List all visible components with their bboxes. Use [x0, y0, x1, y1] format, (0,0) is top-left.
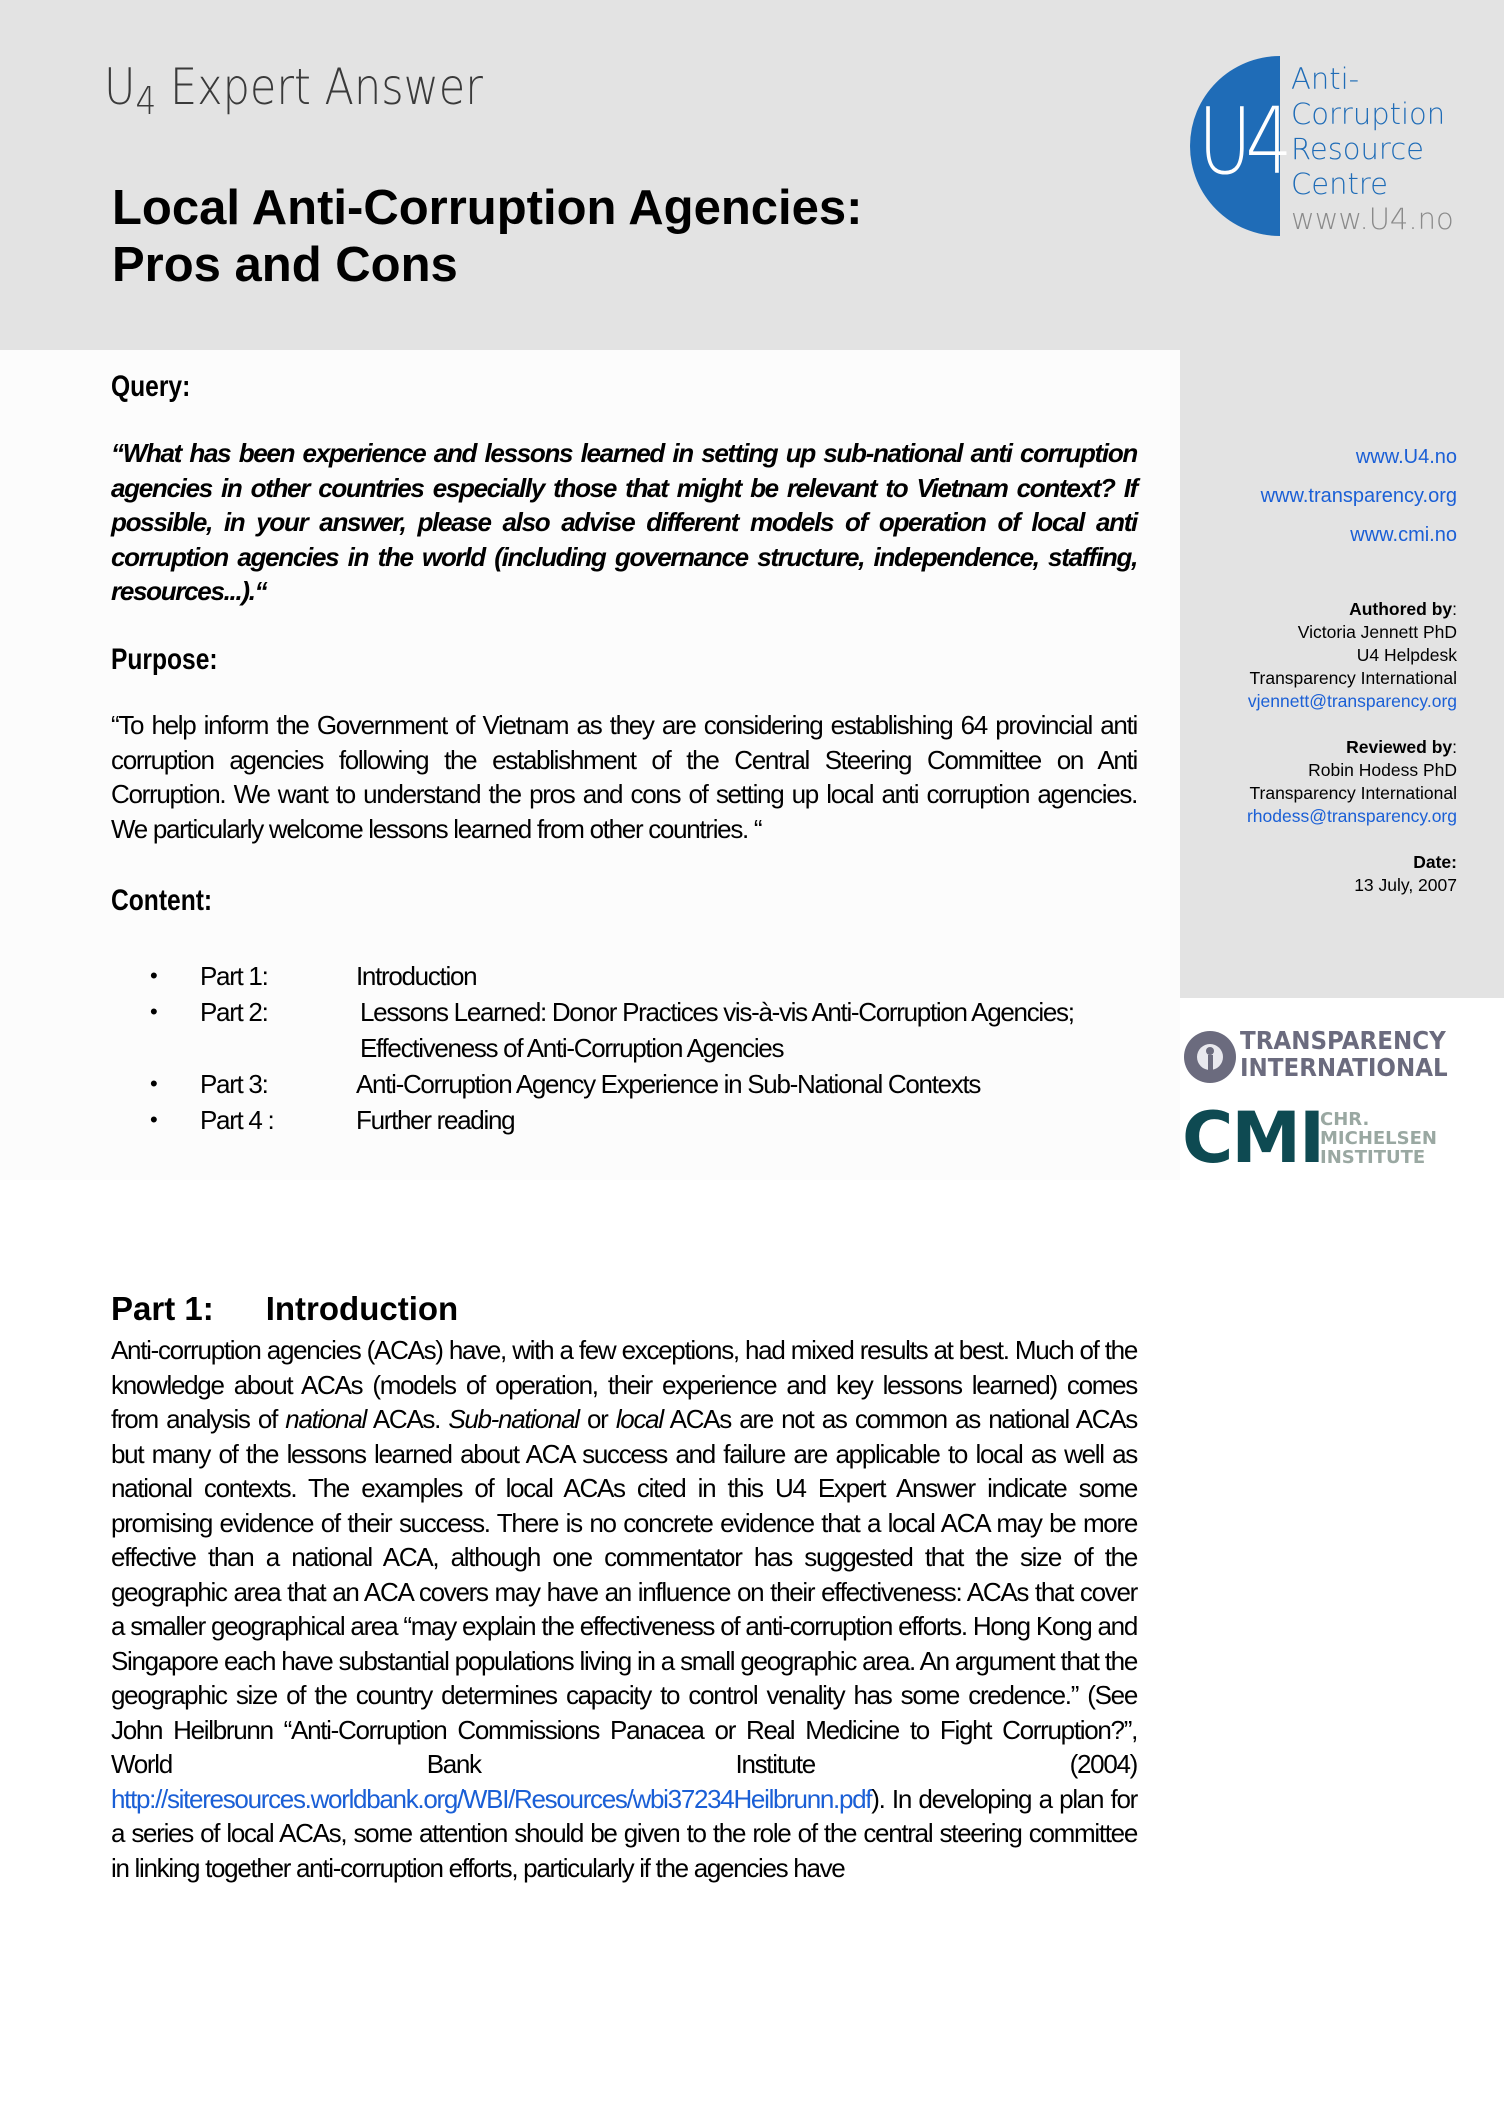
- authored-colon: :: [1452, 599, 1457, 619]
- ti-line-1: TRANSPARENCY: [1240, 1026, 1446, 1055]
- contents-item[interactable]: [150, 958, 1180, 994]
- contents-title: Introduction: [356, 961, 477, 991]
- cmi-logo-text: [1320, 1110, 1437, 1167]
- date-label: Date:: [1413, 852, 1457, 872]
- part1-em-national: national: [285, 1404, 366, 1434]
- ti-globe-icon: [1184, 1031, 1236, 1083]
- part1-text-c: or: [578, 1404, 616, 1434]
- cmi-mark: CMI: [1182, 1097, 1324, 1179]
- date-block: [1247, 851, 1457, 897]
- part1-text-d: ACAs are not as common as national ACAs but many of the lessons learned about ACA success and failure are applicable to local as well as national contexts. The examples of local ACAs cited in this U4 Expert Answer indicate some promising evidence of their success. There is no concrete evidence that a local ACA may be more effective than a national ACA, although one commentator has suggested that the size of the geographic area that an ACA covers may have an influence on their effectiveness: ACAs that cover a smaller geographical area “may explain the effectiveness of anti-corruption efforts. Hong Kong and Singapore each have substantial populations living in a small geographic area. An argument that the geographic size of the country determines capacity to control venality has some credence.” (See John Heilbrunn “Anti-Corruption Commissions Panacea or Real Medicine to Fight Corruption?”, World Bank Institute (2004): [111, 1404, 1137, 1779]
- bullet-icon: •: [150, 1071, 157, 1096]
- u4-logo-mark: U4: [1198, 88, 1286, 195]
- contents-item[interactable]: [150, 994, 1180, 1066]
- contents-item[interactable]: [150, 1066, 1180, 1102]
- part1-text-b: ACAs.: [365, 1404, 449, 1434]
- purpose-heading: Purpose:: [111, 643, 218, 676]
- query-text-content: “What has been experience and lessons learned in setting up sub-national anti corruption agencies in other countries especially those that might be relevant to Vietnam context? If possible, in your answer, please also advise different models of operation of local anti corruption agencies in the world (including governance structure, independence, staffing, resources...).“: [111, 438, 1137, 606]
- part1-em-local: local: [615, 1404, 663, 1434]
- series-label-4: 4: [135, 79, 157, 123]
- u4-logo: [1190, 56, 1490, 246]
- part1-heading-title: Introduction: [265, 1290, 459, 1327]
- contents-title: Anti-Corruption Agency Experience in Sub-National Contexts: [356, 1069, 981, 1099]
- contents-title-line-2: Effectiveness of Anti-Corruption Agencies: [360, 1033, 784, 1063]
- contents-part: Part 3:: [200, 1069, 268, 1099]
- contents-list: [150, 958, 1180, 1138]
- link-cmi[interactable]: www.cmi.no: [1350, 524, 1457, 546]
- part1-text-e: ). In developing a plan for a series of local ACAs, some attention should be given to the role of the central steering committee in linking together anti-corruption efforts, particularly if the agencies have: [111, 1783, 1137, 1883]
- series-label: [104, 58, 483, 123]
- transparency-international-logo: [1182, 1027, 1472, 1087]
- author-org: Transparency International: [1249, 668, 1457, 688]
- reviewed-label: Reviewed by: [1346, 737, 1453, 757]
- ti-logo-text: [1240, 1027, 1448, 1081]
- cmi-logo: [1182, 1097, 1482, 1179]
- purpose-text-content: “To help inform the Government of Vietnam as they are considering establishing 64 provincial anti corruption agencies following the establishment of the Central Steering Committee on Anti Corruption. We want to understand the pros and cons of setting up local anti corruption agencies. We particularly welcome lessons learned from other countries. “: [111, 710, 1137, 844]
- authored-block: [1247, 598, 1457, 713]
- part1-em-subnational: Sub-national: [448, 1404, 579, 1434]
- bullet-icon: •: [150, 963, 157, 988]
- bullet-icon: •: [150, 1107, 157, 1132]
- cmi-line-3: INSTITUTE: [1320, 1147, 1426, 1168]
- link-u4[interactable]: www.U4.no: [1355, 446, 1457, 468]
- content-heading: Content:: [111, 884, 213, 917]
- u4-logo-line-3: Resource: [1291, 132, 1424, 166]
- cmi-line-1: CHR.: [1320, 1109, 1370, 1130]
- contents-part: Part 2:: [200, 997, 268, 1027]
- u4-logo-line-4: Centre: [1291, 167, 1388, 201]
- contents-part: Part 1:: [200, 961, 268, 991]
- reviewer-org: Transparency International: [1249, 783, 1457, 803]
- sidebar: [1180, 350, 1504, 998]
- authored-label: Authored by: [1349, 599, 1453, 619]
- contents-item[interactable]: [150, 1102, 1180, 1138]
- part1-heading: [111, 1290, 458, 1328]
- ti-line-2: INTERNATIONAL: [1240, 1053, 1448, 1082]
- author-name: Victoria Jennett PhD: [1297, 622, 1457, 642]
- series-label-text: Expert Answer: [156, 58, 483, 116]
- author-email-link[interactable]: vjennett@transparency.org: [1247, 691, 1457, 711]
- part1-body: [111, 1333, 1137, 1885]
- series-label-u: U: [104, 58, 136, 116]
- author-unit: U4 Helpdesk: [1356, 645, 1457, 665]
- page-title: [112, 180, 862, 294]
- link-transparency[interactable]: www.transparency.org: [1260, 485, 1457, 507]
- page-title-line-1: Local Anti-Corruption Agencies:: [112, 181, 863, 235]
- contents-title: Further reading: [356, 1105, 515, 1135]
- u4-logo-url: www.U4.no: [1291, 202, 1454, 236]
- u4-logo-text: [1291, 62, 1454, 237]
- part1-text-a: Anti-corruption agencies (ACAs) have, with a few exceptions, had mixed results at best. Much of the knowledge about ACAs (models of operation, their experience and key lessons learned) comes from analysis of: [111, 1335, 1137, 1434]
- date-value: 13 July, 2007: [1354, 875, 1457, 895]
- part1-paragraph: [111, 1333, 1137, 1885]
- cmi-line-2: MICHELSEN: [1320, 1128, 1437, 1149]
- query-text: [111, 436, 1137, 609]
- sidebar-links: [1261, 438, 1457, 555]
- page-title-line-2: Pros and Cons: [112, 238, 458, 292]
- contents-title: [360, 994, 1180, 1066]
- purpose-text: [111, 708, 1137, 846]
- reviewed-colon: :: [1452, 737, 1457, 757]
- heilbrunn-pdf-link[interactable]: http://siteresources.worldbank.org/WBI/Resources/wbi37234Heilbrunn.pdf: [111, 1783, 872, 1814]
- u4-logo-line-2: Corruption: [1291, 97, 1446, 131]
- query-heading: Query:: [111, 370, 191, 403]
- bullet-icon: •: [150, 999, 157, 1024]
- contents-title-line-1: Lessons Learned: Donor Practices vis-à-vis Anti-Corruption Agencies;: [360, 997, 1074, 1027]
- u4-logo-line-1: Anti-: [1291, 62, 1360, 96]
- reviewer-name: Robin Hodess PhD: [1308, 760, 1457, 780]
- reviewer-email-link[interactable]: rhodess@transparency.org: [1246, 806, 1457, 826]
- part1-heading-number: Part 1:: [111, 1290, 214, 1327]
- reviewed-block: [1247, 736, 1457, 828]
- credits: [1247, 598, 1457, 920]
- contents-part: Part 4 :: [200, 1105, 274, 1135]
